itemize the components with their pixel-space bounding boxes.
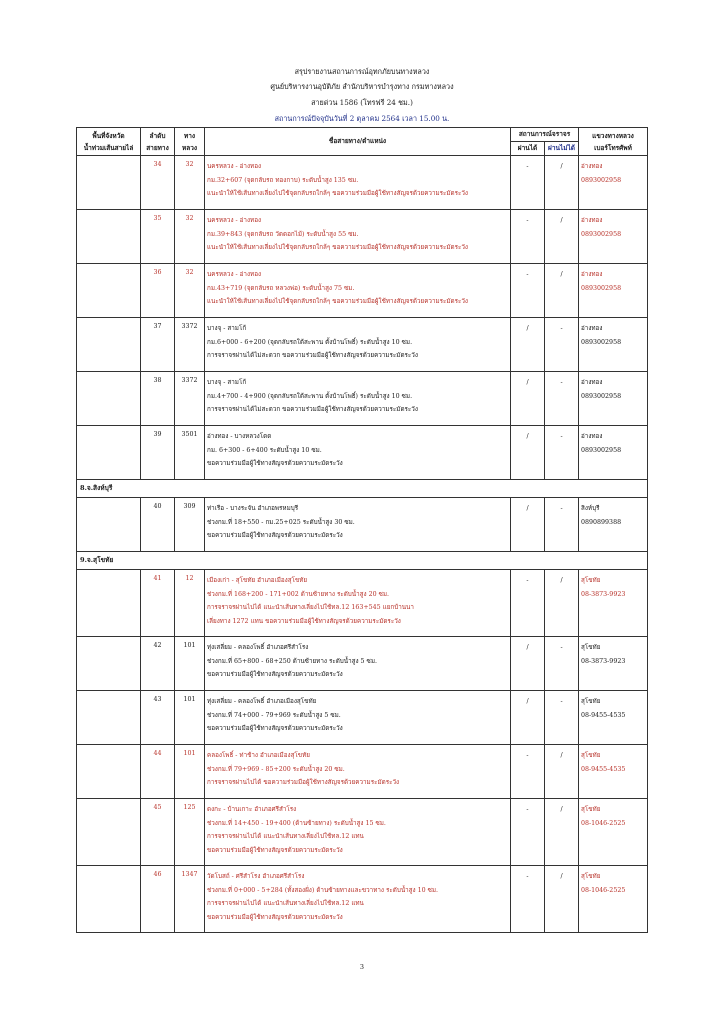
area-cell (77, 691, 141, 745)
description-cell (205, 866, 511, 933)
description-line: ทุ่งเสลี่ยม - คลองโพธิ์ อำเภอเมืองสุโขทัย (207, 698, 317, 705)
table-row (77, 498, 648, 552)
seq-cell: 40 (141, 498, 175, 552)
description-line: การจราจรผ่านได้ไม่สะดวก ขอความร่วมมือผู้ใช้ทางสัญจรด้วยความระมัดระวัง (207, 406, 418, 414)
seq-cell: 46 (141, 866, 175, 933)
seq-cell: 43 (141, 691, 175, 745)
table-row (77, 570, 648, 637)
area-cell (77, 426, 141, 480)
route-cell: 125 (175, 799, 205, 866)
phone-number: 08-3873-9923 (581, 657, 626, 665)
description-cell (205, 745, 511, 799)
contact-cell (579, 264, 648, 318)
description-cell (205, 264, 511, 318)
pass-cell: - (511, 156, 545, 210)
phone-number: 08-3873-9923 (581, 590, 626, 598)
description-line: บางจุ - สามโก้ (207, 325, 247, 332)
pass-cell: - (511, 745, 545, 799)
description-line: ขอความร่วมมือผู้ใช้ทางสัญจรด้วยความระมัดระวัง (207, 671, 343, 679)
office-name: อ่างทอง (581, 379, 603, 386)
office-name: สุโขทัย (581, 806, 601, 813)
description-cell (205, 372, 511, 426)
office-name: อ่างทอง (581, 163, 603, 170)
description-line: กม.39+843 (จุดกลับรถ วัดดอกไม้) ระดับน้ำสูง 55 ซม. (207, 230, 359, 238)
province-row (77, 480, 648, 498)
phone-number: 08-9455-4535 (581, 765, 626, 773)
description-cell (205, 799, 511, 866)
route-cell: 1347 (175, 866, 205, 933)
description-line: ทุ่งเสลี่ยม - คลองโพธิ์ อำเภอศรีสำโรง (207, 644, 309, 651)
description-line: ช่วงกม.ที่ 0+000 - 5+284 (ทั้งสองฝั่ง) ด้านซ้ายทางและขวาทาง ระดับน้ำสูง 10 ซม. (207, 886, 439, 894)
province-row (77, 552, 648, 570)
description-cell (205, 156, 511, 210)
table-row (77, 264, 648, 318)
nopass-cell: - (545, 318, 579, 372)
contact-cell (579, 637, 648, 691)
table-row (77, 426, 648, 480)
description-cell (205, 318, 511, 372)
area-cell (77, 570, 141, 637)
description-line: กม.6+000 - 6+200 (จุดกลับรถใต้สะพาน ตั้งบ้านโพธิ์) ระดับน้ำสูง 10 ซม. (207, 338, 413, 346)
nopass-cell: - (545, 426, 579, 480)
seq-cell: 36 (141, 264, 175, 318)
description-line: ช่วงกม.ที่ 14+450 - 19+400 (ด้านซ้ายทาง) ระดับน้ำสูง 15 ซม. (207, 819, 386, 827)
nopass-cell: / (545, 570, 579, 637)
pass-cell: / (511, 426, 545, 480)
table-body (77, 156, 648, 933)
seq-cell: 34 (141, 156, 175, 210)
route-cell: 3501 (175, 426, 205, 480)
report-hotline: สายด่วน 1586 (โทรฟรี 24 ชม.) (311, 98, 413, 107)
description-line: กม. 6+300 - 6+400 ระดับน้ำสูง 10 ซม. (207, 446, 322, 454)
nopass-cell: / (545, 156, 579, 210)
description-cell (205, 570, 511, 637)
contact-cell (579, 156, 648, 210)
table-row (77, 372, 648, 426)
description-line: กม.32+607 (จุดกลับรถ ทองกาบ) ระดับน้ำสูง 135 ซม. (207, 176, 359, 184)
col-name-header: ชื่อสายทาง/ตำแหน่ง (205, 128, 511, 156)
area-cell (77, 866, 141, 933)
description-line: ขอความร่วมมือผู้ใช้ทางสัญจรด้วยความระมัดระวัง (207, 846, 343, 854)
nopass-cell: / (545, 264, 579, 318)
description-line: ดงกะ - บ้านเกาะ อำเภอศรีสำโรง (207, 806, 297, 813)
description-cell (205, 426, 511, 480)
nopass-cell: - (545, 637, 579, 691)
nopass-cell: / (545, 866, 579, 933)
description-line: ขอความร่วมมือผู้ใช้ทางสัญจรด้วยความระมัดระวัง (207, 913, 343, 921)
contact-cell (579, 426, 648, 480)
col-area-header: พื้นที่จังหวัด น้ำท่วมเส้นสายไล่ (77, 128, 141, 156)
table-row (77, 637, 648, 691)
report-org: ศูนย์บริหารงานอุบัติภัย สำนักบริหารบำรุงทาง กรมทางหลวง (270, 82, 454, 91)
office-name: อ่างทอง (581, 433, 603, 440)
pass-cell: / (511, 498, 545, 552)
description-line: การจราจรผ่านไปได้ แนะนำเส้นทางเลี่ยงไปใช้ทล.12 แทน (207, 833, 364, 841)
phone-number: 08-1046-2525 (581, 819, 626, 827)
pass-cell: / (511, 691, 545, 745)
table-row (77, 745, 648, 799)
table-row (77, 210, 648, 264)
table-row (77, 156, 648, 210)
description-line: เมืองเก่า - สุโขทัย อำเภอเมืองสุโขทัย (207, 577, 308, 584)
phone-number: 0893002958 (581, 176, 622, 184)
col-status-header: สถานการณ์จราจร (511, 128, 579, 142)
route-cell: 101 (175, 691, 205, 745)
phone-number: 0893002958 (581, 230, 622, 238)
contact-cell (579, 570, 648, 637)
office-name: สุโขทัย (581, 873, 601, 880)
page-number: 3 (359, 963, 365, 971)
office-name: อ่างทอง (581, 325, 603, 332)
area-cell (77, 498, 141, 552)
description-line: ช่วงกม.ที่ 168+200 - 171+002 ด้านซ้ายทาง ระดับน้ำสูง 20 ซม. (207, 590, 390, 598)
description-line: การจราจรผ่านไปได้ แนะนำเส้นทางเลี่ยงไปใช้ทล.12 แทน (207, 900, 364, 908)
pass-cell: / (511, 637, 545, 691)
description-line: ท่าเรือ - บางระจัน อำเภอพรหมบุรี (207, 505, 299, 512)
description-line: ช่วงกม.ที่ 79+969 - 85+200 ระดับน้ำสูง 20 ซม. (207, 765, 345, 773)
route-cell: 309 (175, 498, 205, 552)
office-name: อ่างทอง (581, 217, 603, 224)
table-row (77, 866, 648, 933)
route-cell: 32 (175, 264, 205, 318)
office-name: สุโขทัย (581, 577, 601, 584)
pass-cell: / (511, 372, 545, 426)
pass-cell: - (511, 866, 545, 933)
province-label: 9.จ.สุโขทัย (77, 552, 648, 570)
description-line: วัดโบสถ์ - ศรีสำโรง อำเภอศรีสำโรง (207, 873, 305, 880)
area-cell (77, 210, 141, 264)
nopass-cell: - (545, 498, 579, 552)
route-cell: 12 (175, 570, 205, 637)
pass-cell: - (511, 570, 545, 637)
phone-number: 0893002958 (581, 392, 622, 400)
seq-cell: 45 (141, 799, 175, 866)
phone-number: 0890899388 (581, 518, 622, 526)
col-nopass-header: ผ่านไม่ได้ (545, 142, 579, 156)
description-line: ช่วงกม.ที่ 74+000 - 79+969 ระดับน้ำสูง 5 ซม. (207, 711, 341, 719)
phone-number: 08-1046-2525 (581, 886, 626, 894)
description-line: การจราจรผ่านไปได้ แนะนำเส้นทางเลี่ยงไปใช้ทล.12 163+545 แยกบ้านนา (207, 604, 414, 612)
report-datetime: สถานการณ์ปัจจุบันวันที่ 2 ตุลาคม 2564 เวลา 15.00 น. (274, 114, 450, 123)
seq-cell: 44 (141, 745, 175, 799)
description-line: แนะนำให้ใช้เส้นทางเลี่ยงไปใช้จุดกลับรถใกล้ๆ ขอความร่วมมือผู้ใช้ทางสัญจรด้วยความระมัดระวัง (207, 244, 469, 252)
nopass-cell: - (545, 372, 579, 426)
description-line: เลี่ยงทาง 1272 แทน ขอความร่วมมือผู้ใช้ทางสัญจรด้วยความระมัดระวัง (207, 617, 401, 625)
description-line: ขอความร่วมมือผู้ใช้ทางสัญจรด้วยความระมัดระวัง (207, 532, 343, 540)
description-line: ขอความร่วมมือผู้ใช้ทางสัญจรด้วยความระมัดระวัง (207, 725, 343, 733)
office-name: สิงห์บุรี (581, 505, 600, 512)
description-line: การจราจรผ่านไปได้ ขอความร่วมมือผู้ใช้ทางสัญจรด้วยความระมัดระวัง (207, 779, 400, 787)
pass-cell: - (511, 210, 545, 264)
contact-cell (579, 498, 648, 552)
phone-number: 0893002958 (581, 284, 622, 292)
description-line: บางจุ - สามโก้ (207, 379, 247, 386)
office-name: สุโขทัย (581, 644, 601, 651)
description-cell (205, 210, 511, 264)
description-line: กม.43+719 (จุดกลับรถ หลวงพ่อ) ระดับน้ำสูง 75 ซม. (207, 284, 355, 292)
contact-cell (579, 691, 648, 745)
col-route-header: ทาง หลวง (175, 128, 205, 156)
province-label: 8.จ.สิงห์บุรี (77, 480, 648, 498)
description-line: นครหลวง - อ่างทอง (207, 271, 262, 278)
seq-cell: 38 (141, 372, 175, 426)
nopass-cell: / (545, 745, 579, 799)
description-line: แนะนำให้ใช้เส้นทางเลี่ยงไปใช้จุดกลับรถใกล้ๆ ขอความร่วมมือผู้ใช้ทางสัญจรด้วยความระมัดระวัง (207, 190, 469, 198)
phone-number: 0893002958 (581, 446, 622, 454)
office-name: สุโขทัย (581, 698, 601, 705)
pass-cell: - (511, 264, 545, 318)
area-cell (77, 799, 141, 866)
pass-cell: / (511, 318, 545, 372)
description-line: การจราจรผ่านได้ไม่สะดวก ขอความร่วมมือผู้ใช้ทางสัญจรด้วยความระมัดระวัง (207, 352, 418, 360)
route-cell: 101 (175, 745, 205, 799)
route-cell: 32 (175, 210, 205, 264)
contact-cell (579, 745, 648, 799)
seq-cell: 39 (141, 426, 175, 480)
area-cell (77, 264, 141, 318)
nopass-cell: / (545, 799, 579, 866)
description-line: ช่วงกม.ที่ 65+800 - 68+250 ด้านซ้ายทาง ระดับน้ำสูง 5 ซม. (207, 657, 377, 665)
description-line: ช่วงกม.ที่ 18+550 - กม.25+025 ระดับน้ำสูง 30 ซม. (207, 518, 355, 526)
phone-number: 08-9455-4535 (581, 711, 626, 719)
area-cell (77, 318, 141, 372)
col-seq-header: ลำดับ สายทาง (141, 128, 175, 156)
contact-cell (579, 318, 648, 372)
contact-cell (579, 372, 648, 426)
table-row (77, 691, 648, 745)
seq-cell: 41 (141, 570, 175, 637)
route-cell: 3372 (175, 318, 205, 372)
description-line: ขอความร่วมมือผู้ใช้ทางสัญจรด้วยความระมัดระวัง (207, 460, 343, 468)
area-cell (77, 372, 141, 426)
col-pass-header: ผ่านได้ (511, 142, 545, 156)
area-cell (77, 745, 141, 799)
seq-cell: 42 (141, 637, 175, 691)
phone-number: 0893002958 (581, 338, 622, 346)
description-line: แนะนำให้ใช้เส้นทางเลี่ยงไปใช้จุดกลับรถใกล้ๆ ขอความร่วมมือผู้ใช้ทางสัญจรด้วยความระมัดระวัง (207, 298, 469, 306)
report-title: สรุปรายงานสถานการณ์อุทกภัยบนทางหลวง (294, 67, 430, 76)
route-cell: 32 (175, 156, 205, 210)
route-cell: 3372 (175, 372, 205, 426)
table-row (77, 318, 648, 372)
nopass-cell: - (545, 691, 579, 745)
description-line: อ่างทอง - บางหลวงโดด (207, 433, 272, 440)
description-line: กม.4+700 - 4+900 (จุดกลับรถใต้สะพาน ตั้งบ้านโพธิ์) ระดับน้ำสูง 10 ซม. (207, 392, 413, 400)
description-line: นครหลวง - อ่างทอง (207, 217, 262, 224)
flood-status-table (76, 127, 648, 933)
table-row (77, 799, 648, 866)
office-name: สุโขทัย (581, 752, 601, 759)
seq-cell: 35 (141, 210, 175, 264)
contact-cell (579, 799, 648, 866)
area-cell (77, 637, 141, 691)
description-line: นครหลวง - อ่างทอง (207, 163, 262, 170)
pass-cell: - (511, 799, 545, 866)
contact-cell (579, 866, 648, 933)
seq-cell: 37 (141, 318, 175, 372)
area-cell (77, 156, 141, 210)
col-contact-header: แขวงทางหลวง เบอร์โทรศัพท์ (579, 128, 648, 156)
route-cell: 101 (175, 637, 205, 691)
description-line: คลองโพธิ์ - ท่าช้าง อำเภอเมืองสุโขทัย (207, 752, 310, 759)
nopass-cell: / (545, 210, 579, 264)
description-cell (205, 691, 511, 745)
contact-cell (579, 210, 648, 264)
description-cell (205, 498, 511, 552)
office-name: อ่างทอง (581, 271, 603, 278)
description-cell (205, 637, 511, 691)
